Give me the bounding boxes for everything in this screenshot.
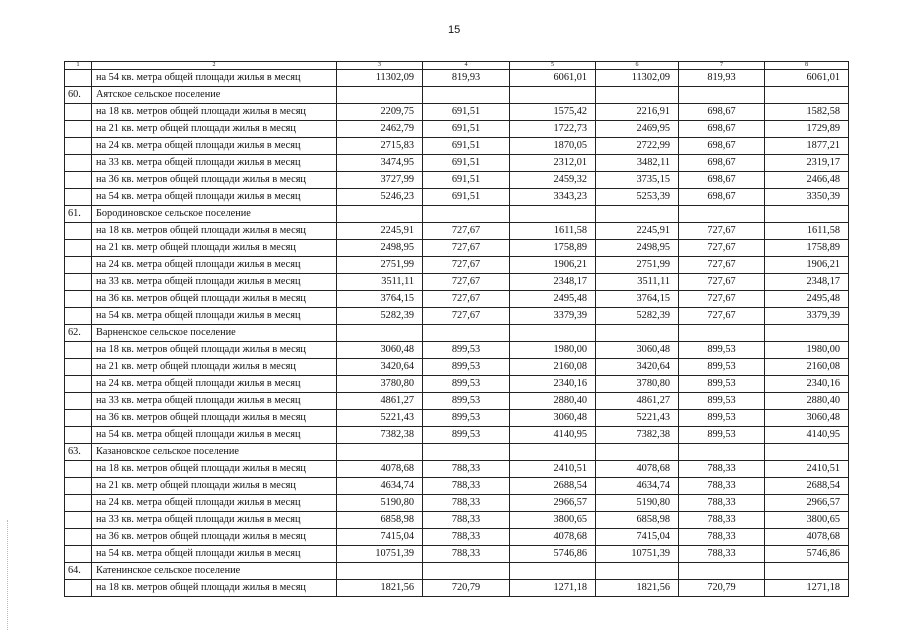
value-cell: 2160,08 bbox=[765, 359, 849, 376]
value-cell: 819,93 bbox=[679, 70, 765, 87]
area-norm-label: на 33 кв. метра общей площади жилья в месяц bbox=[92, 512, 337, 529]
row-number-cell bbox=[65, 274, 92, 291]
settlement-section-row bbox=[65, 325, 849, 342]
value-cell: 4078,68 bbox=[510, 529, 596, 546]
value-cell: 788,33 bbox=[679, 461, 765, 478]
empty-cell bbox=[765, 444, 849, 461]
settlement-name: Бородиновское сельское поселение bbox=[92, 206, 337, 223]
table-row bbox=[65, 291, 849, 308]
empty-cell bbox=[337, 325, 423, 342]
row-number-cell bbox=[65, 495, 92, 512]
value-cell: 3060,48 bbox=[337, 342, 423, 359]
settlement-section-row bbox=[65, 444, 849, 461]
value-cell: 2715,83 bbox=[337, 138, 423, 155]
value-cell: 1758,89 bbox=[510, 240, 596, 257]
table-row bbox=[65, 478, 849, 495]
value-cell: 2722,99 bbox=[596, 138, 679, 155]
empty-cell bbox=[337, 563, 423, 580]
row-number-cell bbox=[65, 461, 92, 478]
value-cell: 2348,17 bbox=[510, 274, 596, 291]
value-cell: 5282,39 bbox=[337, 308, 423, 325]
value-cell: 2498,95 bbox=[596, 240, 679, 257]
value-cell: 2495,48 bbox=[510, 291, 596, 308]
area-norm-label: на 18 кв. метров общей площади жилья в месяц bbox=[92, 223, 337, 240]
value-cell: 4078,68 bbox=[337, 461, 423, 478]
value-cell: 720,79 bbox=[679, 580, 765, 597]
value-cell: 5746,86 bbox=[510, 546, 596, 563]
area-norm-label: на 33 кв. метра общей площади жилья в месяц bbox=[92, 274, 337, 291]
area-norm-label: на 54 кв. метра общей площади жилья в месяц bbox=[92, 189, 337, 206]
value-cell: 2751,99 bbox=[596, 257, 679, 274]
empty-cell bbox=[423, 87, 510, 104]
value-cell: 2312,01 bbox=[510, 155, 596, 172]
table-row bbox=[65, 461, 849, 478]
value-cell: 3350,39 bbox=[765, 189, 849, 206]
empty-cell bbox=[423, 325, 510, 342]
area-norm-label: на 36 кв. метров общей площади жилья в месяц bbox=[92, 291, 337, 308]
table-body bbox=[65, 62, 849, 597]
value-cell: 7415,04 bbox=[596, 529, 679, 546]
empty-cell bbox=[596, 325, 679, 342]
value-cell: 3379,39 bbox=[510, 308, 596, 325]
row-number-cell bbox=[65, 359, 92, 376]
row-number-cell bbox=[65, 308, 92, 325]
empty-cell bbox=[596, 87, 679, 104]
area-norm-label: на 18 кв. метров общей площади жилья в месяц bbox=[92, 461, 337, 478]
row-number-cell bbox=[65, 172, 92, 189]
value-cell: 788,33 bbox=[423, 478, 510, 495]
area-norm-label: на 18 кв. метров общей площади жилья в месяц bbox=[92, 342, 337, 359]
value-cell: 2498,95 bbox=[337, 240, 423, 257]
value-cell: 727,67 bbox=[423, 257, 510, 274]
column-number: 1 bbox=[65, 62, 92, 70]
section-number: 60. bbox=[65, 87, 92, 104]
row-number-cell bbox=[65, 410, 92, 427]
value-cell: 2410,51 bbox=[510, 461, 596, 478]
value-cell: 691,51 bbox=[423, 104, 510, 121]
value-cell: 7382,38 bbox=[596, 427, 679, 444]
value-cell: 3780,80 bbox=[596, 376, 679, 393]
value-cell: 2880,40 bbox=[765, 393, 849, 410]
value-cell: 727,67 bbox=[679, 274, 765, 291]
value-cell: 788,33 bbox=[679, 495, 765, 512]
value-cell: 2880,40 bbox=[510, 393, 596, 410]
value-cell: 3511,11 bbox=[337, 274, 423, 291]
empty-cell bbox=[510, 206, 596, 223]
empty-cell bbox=[423, 563, 510, 580]
value-cell: 899,53 bbox=[423, 427, 510, 444]
value-cell: 2340,16 bbox=[510, 376, 596, 393]
value-cell: 691,51 bbox=[423, 189, 510, 206]
value-cell: 4140,95 bbox=[765, 427, 849, 444]
empty-cell bbox=[510, 325, 596, 342]
value-cell: 1980,00 bbox=[765, 342, 849, 359]
row-number-cell bbox=[65, 240, 92, 257]
value-cell: 6061,01 bbox=[765, 70, 849, 87]
value-cell: 4634,74 bbox=[596, 478, 679, 495]
area-norm-label: на 54 кв. метра общей площади жилья в месяц bbox=[92, 546, 337, 563]
area-norm-label: на 21 кв. метр общей площади жилья в месяц bbox=[92, 359, 337, 376]
value-cell: 788,33 bbox=[423, 546, 510, 563]
value-cell: 2469,95 bbox=[596, 121, 679, 138]
value-cell: 5190,80 bbox=[596, 495, 679, 512]
value-cell: 2216,91 bbox=[596, 104, 679, 121]
empty-cell bbox=[510, 87, 596, 104]
value-cell: 7382,38 bbox=[337, 427, 423, 444]
value-cell: 788,33 bbox=[679, 512, 765, 529]
area-norm-label: на 33 кв. метра общей площади жилья в месяц bbox=[92, 393, 337, 410]
value-cell: 3420,64 bbox=[596, 359, 679, 376]
value-cell: 899,53 bbox=[679, 359, 765, 376]
table-row bbox=[65, 223, 849, 240]
empty-cell bbox=[765, 206, 849, 223]
table-row bbox=[65, 189, 849, 206]
empty-cell bbox=[596, 563, 679, 580]
value-cell: 899,53 bbox=[423, 410, 510, 427]
value-cell: 2410,51 bbox=[765, 461, 849, 478]
value-cell: 899,53 bbox=[679, 393, 765, 410]
area-norm-label: на 33 кв. метра общей площади жилья в месяц bbox=[92, 155, 337, 172]
table-row bbox=[65, 359, 849, 376]
value-cell: 2348,17 bbox=[765, 274, 849, 291]
value-cell: 3060,48 bbox=[765, 410, 849, 427]
column-number: 8 bbox=[765, 62, 849, 70]
value-cell: 727,67 bbox=[423, 274, 510, 291]
value-cell: 899,53 bbox=[423, 393, 510, 410]
table-row bbox=[65, 274, 849, 291]
value-cell: 899,53 bbox=[423, 376, 510, 393]
settlement-section-row bbox=[65, 563, 849, 580]
empty-cell bbox=[679, 206, 765, 223]
value-cell: 727,67 bbox=[423, 291, 510, 308]
value-cell: 3800,65 bbox=[765, 512, 849, 529]
row-number-cell bbox=[65, 427, 92, 444]
value-cell: 2966,57 bbox=[510, 495, 596, 512]
row-number-cell bbox=[65, 223, 92, 240]
empty-cell bbox=[765, 325, 849, 342]
value-cell: 788,33 bbox=[423, 529, 510, 546]
value-cell: 727,67 bbox=[423, 223, 510, 240]
value-cell: 1582,58 bbox=[765, 104, 849, 121]
row-number-cell bbox=[65, 291, 92, 308]
value-cell: 10751,39 bbox=[337, 546, 423, 563]
table-row bbox=[65, 376, 849, 393]
value-cell: 2751,99 bbox=[337, 257, 423, 274]
empty-cell bbox=[765, 87, 849, 104]
table-row bbox=[65, 104, 849, 121]
row-number-cell bbox=[65, 546, 92, 563]
value-cell: 1821,56 bbox=[337, 580, 423, 597]
column-number: 3 bbox=[337, 62, 423, 70]
row-number-cell bbox=[65, 376, 92, 393]
value-cell: 5246,23 bbox=[337, 189, 423, 206]
value-cell: 10751,39 bbox=[596, 546, 679, 563]
area-norm-label: на 21 кв. метр общей площади жилья в месяц bbox=[92, 240, 337, 257]
value-cell: 3060,48 bbox=[596, 342, 679, 359]
row-number-cell bbox=[65, 104, 92, 121]
value-cell: 698,67 bbox=[679, 138, 765, 155]
value-cell: 788,33 bbox=[679, 546, 765, 563]
value-cell: 2462,79 bbox=[337, 121, 423, 138]
row-number-cell bbox=[65, 342, 92, 359]
value-cell: 3474,95 bbox=[337, 155, 423, 172]
section-number: 61. bbox=[65, 206, 92, 223]
row-number-cell bbox=[65, 257, 92, 274]
value-cell: 3780,80 bbox=[337, 376, 423, 393]
table-row bbox=[65, 546, 849, 563]
value-cell: 899,53 bbox=[679, 427, 765, 444]
value-cell: 5746,86 bbox=[765, 546, 849, 563]
empty-cell bbox=[679, 87, 765, 104]
value-cell: 4140,95 bbox=[510, 427, 596, 444]
value-cell: 1821,56 bbox=[596, 580, 679, 597]
value-cell: 899,53 bbox=[423, 342, 510, 359]
table-row bbox=[65, 172, 849, 189]
value-cell: 5253,39 bbox=[596, 189, 679, 206]
value-cell: 788,33 bbox=[679, 478, 765, 495]
value-cell: 1877,21 bbox=[765, 138, 849, 155]
column-number: 6 bbox=[596, 62, 679, 70]
column-number: 5 bbox=[510, 62, 596, 70]
value-cell: 698,67 bbox=[679, 189, 765, 206]
value-cell: 2688,54 bbox=[510, 478, 596, 495]
value-cell: 899,53 bbox=[679, 342, 765, 359]
value-cell: 1906,21 bbox=[510, 257, 596, 274]
empty-cell bbox=[510, 444, 596, 461]
area-norm-label: на 36 кв. метров общей площади жилья в месяц bbox=[92, 410, 337, 427]
area-norm-label: на 21 кв. метр общей площади жилья в месяц bbox=[92, 121, 337, 138]
settlement-name: Катенинское сельское поселение bbox=[92, 563, 337, 580]
value-cell: 6858,98 bbox=[596, 512, 679, 529]
value-cell: 4078,68 bbox=[765, 529, 849, 546]
value-cell: 899,53 bbox=[679, 410, 765, 427]
area-norm-label: на 24 кв. метра общей площади жилья в месяц bbox=[92, 138, 337, 155]
area-norm-label: на 54 кв. метра общей площади жилья в месяц bbox=[92, 70, 337, 87]
table-row bbox=[65, 342, 849, 359]
value-cell: 3379,39 bbox=[765, 308, 849, 325]
value-cell: 2688,54 bbox=[765, 478, 849, 495]
value-cell: 1870,05 bbox=[510, 138, 596, 155]
area-norm-label: на 18 кв. метров общей площади жилья в месяц bbox=[92, 580, 337, 597]
column-number-header-row bbox=[65, 62, 849, 70]
value-cell: 6858,98 bbox=[337, 512, 423, 529]
value-cell: 1271,18 bbox=[765, 580, 849, 597]
value-cell: 1722,73 bbox=[510, 121, 596, 138]
section-number: 63. bbox=[65, 444, 92, 461]
value-cell: 698,67 bbox=[679, 155, 765, 172]
column-number: 2 bbox=[92, 62, 337, 70]
value-cell: 3511,11 bbox=[596, 274, 679, 291]
table-row bbox=[65, 257, 849, 274]
value-cell: 1729,89 bbox=[765, 121, 849, 138]
empty-cell bbox=[679, 444, 765, 461]
row-number-cell bbox=[65, 529, 92, 546]
value-cell: 3727,99 bbox=[337, 172, 423, 189]
value-cell: 2160,08 bbox=[510, 359, 596, 376]
table-row bbox=[65, 308, 849, 325]
value-cell: 727,67 bbox=[679, 240, 765, 257]
value-cell: 3735,15 bbox=[596, 172, 679, 189]
table-row bbox=[65, 70, 849, 87]
row-number-cell bbox=[65, 121, 92, 138]
value-cell: 727,67 bbox=[679, 308, 765, 325]
value-cell: 4634,74 bbox=[337, 478, 423, 495]
value-cell: 691,51 bbox=[423, 155, 510, 172]
value-cell: 691,51 bbox=[423, 172, 510, 189]
empty-cell bbox=[337, 206, 423, 223]
table-row bbox=[65, 240, 849, 257]
value-cell: 788,33 bbox=[423, 512, 510, 529]
empty-cell bbox=[679, 325, 765, 342]
value-cell: 1575,42 bbox=[510, 104, 596, 121]
value-cell: 727,67 bbox=[679, 291, 765, 308]
row-number-cell bbox=[65, 70, 92, 87]
table-row bbox=[65, 121, 849, 138]
value-cell: 788,33 bbox=[423, 461, 510, 478]
value-cell: 11302,09 bbox=[596, 70, 679, 87]
area-norm-label: на 36 кв. метров общей площади жилья в месяц bbox=[92, 172, 337, 189]
value-cell: 3060,48 bbox=[510, 410, 596, 427]
area-norm-label: на 18 кв. метров общей площади жилья в месяц bbox=[92, 104, 337, 121]
value-cell: 698,67 bbox=[679, 172, 765, 189]
value-cell: 3482,11 bbox=[596, 155, 679, 172]
value-cell: 1611,58 bbox=[765, 223, 849, 240]
area-norm-label: на 54 кв. метра общей площади жилья в месяц bbox=[92, 427, 337, 444]
row-number-cell bbox=[65, 580, 92, 597]
value-cell: 2495,48 bbox=[765, 291, 849, 308]
settlement-section-row bbox=[65, 206, 849, 223]
value-cell: 5221,43 bbox=[596, 410, 679, 427]
value-cell: 2319,17 bbox=[765, 155, 849, 172]
empty-cell bbox=[337, 444, 423, 461]
section-number: 64. bbox=[65, 563, 92, 580]
value-cell: 5282,39 bbox=[596, 308, 679, 325]
page-number: 15 bbox=[448, 24, 461, 36]
settlement-section-row bbox=[65, 87, 849, 104]
value-cell: 2209,75 bbox=[337, 104, 423, 121]
value-cell: 3343,23 bbox=[510, 189, 596, 206]
value-cell: 5190,80 bbox=[337, 495, 423, 512]
table-row bbox=[65, 580, 849, 597]
value-cell: 1758,89 bbox=[765, 240, 849, 257]
area-norm-label: на 24 кв. метра общей площади жилья в месяц bbox=[92, 376, 337, 393]
value-cell: 691,51 bbox=[423, 138, 510, 155]
column-number: 4 bbox=[423, 62, 510, 70]
value-cell: 1271,18 bbox=[510, 580, 596, 597]
value-cell: 788,33 bbox=[679, 529, 765, 546]
value-cell: 2340,16 bbox=[765, 376, 849, 393]
value-cell: 3764,15 bbox=[337, 291, 423, 308]
area-norm-label: на 24 кв. метра общей площади жилья в месяц bbox=[92, 257, 337, 274]
value-cell: 3800,65 bbox=[510, 512, 596, 529]
value-cell: 1611,58 bbox=[510, 223, 596, 240]
value-cell: 727,67 bbox=[423, 308, 510, 325]
empty-cell bbox=[596, 444, 679, 461]
value-cell: 2466,48 bbox=[765, 172, 849, 189]
value-cell: 1980,00 bbox=[510, 342, 596, 359]
value-cell: 7415,04 bbox=[337, 529, 423, 546]
empty-cell bbox=[423, 206, 510, 223]
table-row bbox=[65, 138, 849, 155]
value-cell: 727,67 bbox=[679, 223, 765, 240]
value-cell: 4861,27 bbox=[596, 393, 679, 410]
row-number-cell bbox=[65, 478, 92, 495]
empty-cell bbox=[510, 563, 596, 580]
value-cell: 11302,09 bbox=[337, 70, 423, 87]
table-row bbox=[65, 410, 849, 427]
table-row bbox=[65, 529, 849, 546]
settlement-name: Аятское сельское поселение bbox=[92, 87, 337, 104]
area-norm-label: на 21 кв. метр общей площади жилья в месяц bbox=[92, 478, 337, 495]
row-number-cell bbox=[65, 393, 92, 410]
value-cell: 899,53 bbox=[679, 376, 765, 393]
settlement-name: Казановское сельское поселение bbox=[92, 444, 337, 461]
column-number: 7 bbox=[679, 62, 765, 70]
settlement-name: Варненское сельское поселение bbox=[92, 325, 337, 342]
table-row bbox=[65, 427, 849, 444]
table-row bbox=[65, 512, 849, 529]
value-cell: 2966,57 bbox=[765, 495, 849, 512]
empty-cell bbox=[423, 444, 510, 461]
tariff-table bbox=[64, 61, 849, 597]
value-cell: 1906,21 bbox=[765, 257, 849, 274]
value-cell: 5221,43 bbox=[337, 410, 423, 427]
empty-cell bbox=[765, 563, 849, 580]
table-row bbox=[65, 155, 849, 172]
scan-edge-mark bbox=[7, 520, 9, 630]
area-norm-label: на 54 кв. метра общей площади жилья в месяц bbox=[92, 308, 337, 325]
value-cell: 6061,01 bbox=[510, 70, 596, 87]
value-cell: 4078,68 bbox=[596, 461, 679, 478]
empty-cell bbox=[679, 563, 765, 580]
value-cell: 899,53 bbox=[423, 359, 510, 376]
table-row bbox=[65, 495, 849, 512]
value-cell: 727,67 bbox=[679, 257, 765, 274]
value-cell: 698,67 bbox=[679, 104, 765, 121]
row-number-cell bbox=[65, 138, 92, 155]
row-number-cell bbox=[65, 155, 92, 172]
area-norm-label: на 24 кв. метра общей площади жилья в месяц bbox=[92, 495, 337, 512]
row-number-cell bbox=[65, 512, 92, 529]
row-number-cell bbox=[65, 189, 92, 206]
area-norm-label: на 36 кв. метров общей площади жилья в месяц bbox=[92, 529, 337, 546]
table-row bbox=[65, 393, 849, 410]
value-cell: 720,79 bbox=[423, 580, 510, 597]
empty-cell bbox=[337, 87, 423, 104]
value-cell: 727,67 bbox=[423, 240, 510, 257]
value-cell: 3764,15 bbox=[596, 291, 679, 308]
value-cell: 3420,64 bbox=[337, 359, 423, 376]
section-number: 62. bbox=[65, 325, 92, 342]
value-cell: 819,93 bbox=[423, 70, 510, 87]
value-cell: 788,33 bbox=[423, 495, 510, 512]
empty-cell bbox=[596, 206, 679, 223]
value-cell: 2459,32 bbox=[510, 172, 596, 189]
value-cell: 2245,91 bbox=[337, 223, 423, 240]
value-cell: 4861,27 bbox=[337, 393, 423, 410]
value-cell: 691,51 bbox=[423, 121, 510, 138]
value-cell: 698,67 bbox=[679, 121, 765, 138]
value-cell: 2245,91 bbox=[596, 223, 679, 240]
